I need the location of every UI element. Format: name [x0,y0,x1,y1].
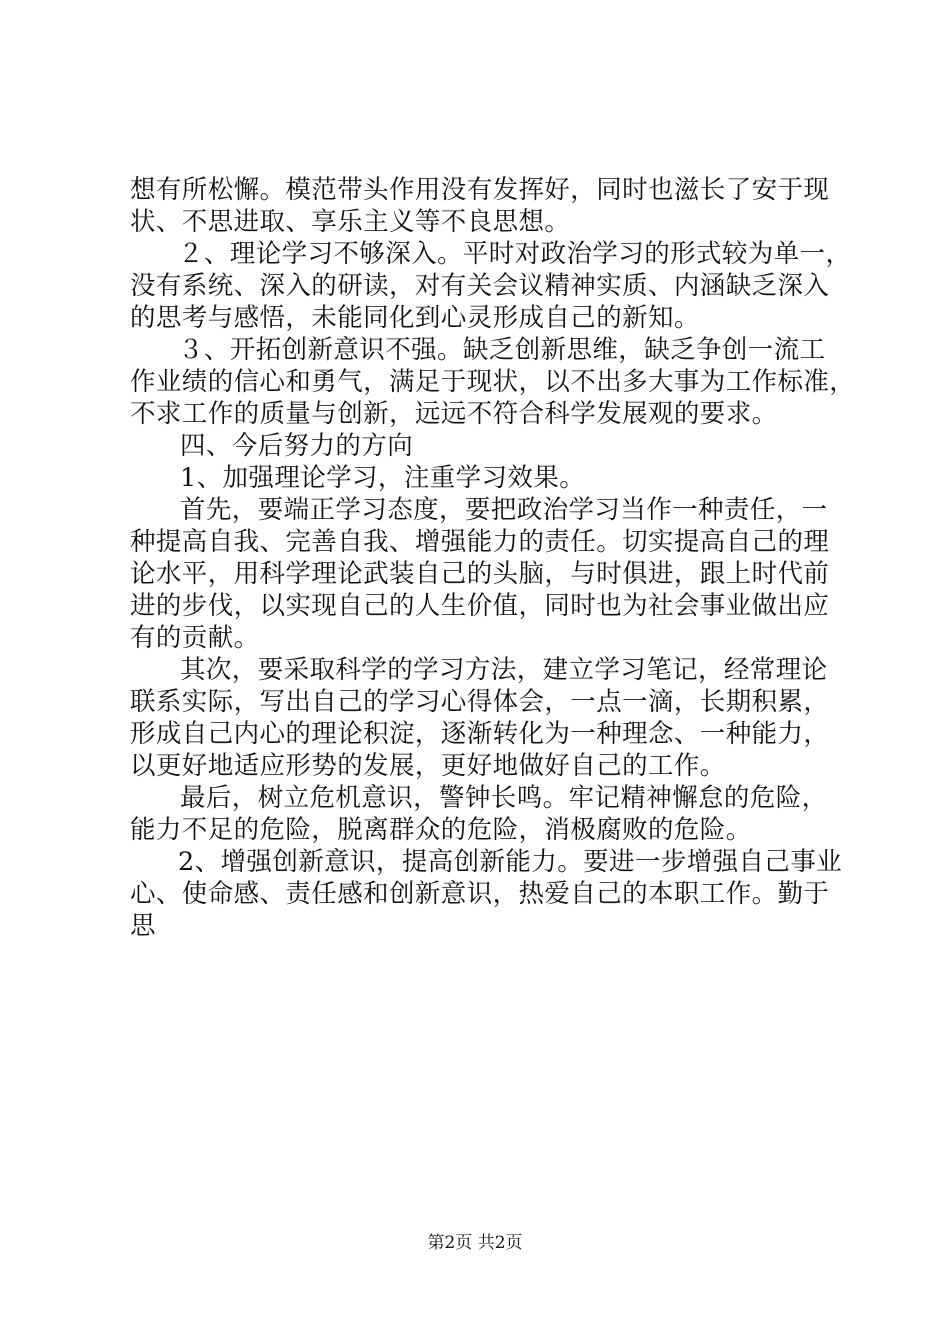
section-heading: 四、今后努力的方向 [180,431,414,461]
text-line: 能力不足的危险，脱离群众的危险，消极腐败的危险。 [130,815,752,845]
text-line: 首先，要端正学习态度，要把政治学习当作一种责任，一 [180,495,828,525]
text-line: ３、开拓创新意识不强。缺乏创新思维，缺乏争创一流工 [178,335,826,365]
text-line: 有的贡献。 [130,623,260,653]
page-number: 第2页 共2页 [427,1233,523,1253]
text-line: 思 [130,911,156,941]
text-line: ２、理论学习不够深入。平时对政治学习的形式较为单一， [178,239,852,269]
text-line: 以更好地适应形势的发展，更好地做好自己的工作。 [130,751,726,781]
subsection-heading: 2、增强创新意识，提高创新能力。要进一步增强自己事业 [178,847,843,877]
text-line: 不求工作的质量与创新，远远不符合科学发展观的要求。 [130,399,778,429]
text-line: 其次，要采取科学的学习方法，建立学习笔记，经常理论 [180,655,828,685]
text-line: 论水平，用科学理论武装自己的头脑，与时俱进，跟上时代前 [130,559,830,589]
subsection-heading: 1、加强理论学习，注重学习效果。 [180,463,586,493]
text-line: 种提高自我、完善自我、增强能力的责任。切实提高自己的理 [130,527,830,557]
text-line: 心、使命感、责任感和创新意识，热爱自己的本职工作。勤于 [130,879,830,909]
text-line: 形成自己内心的理论积淀，逐渐转化为一种理念、一种能力， [130,719,830,749]
text-line: 联系实际，写出自己的学习心得体会，一点一滴，长期积累， [130,687,830,717]
text-line: 最后，树立危机意识，警钟长鸣。牢记精神懈怠的危险， [180,783,828,813]
text-line: 进的步伐，以实现自己的人生价值，同时也为社会事业做出应 [130,591,830,621]
text-line: 想有所松懈。模范带头作用没有发挥好，同时也滋长了安于现 [130,175,830,205]
text-line: 作业绩的信心和勇气，满足于现状，以不出多大事为工作标准， [130,367,856,397]
text-line: 的思考与感悟，未能同化到心灵形成自己的新知。 [130,303,700,333]
text-line: 状、不思进取、享乐主义等不良思想。 [130,207,571,237]
text-line: 没有系统、深入的研读，对有关会议精神实质、内涵缺乏深入 [130,271,830,301]
